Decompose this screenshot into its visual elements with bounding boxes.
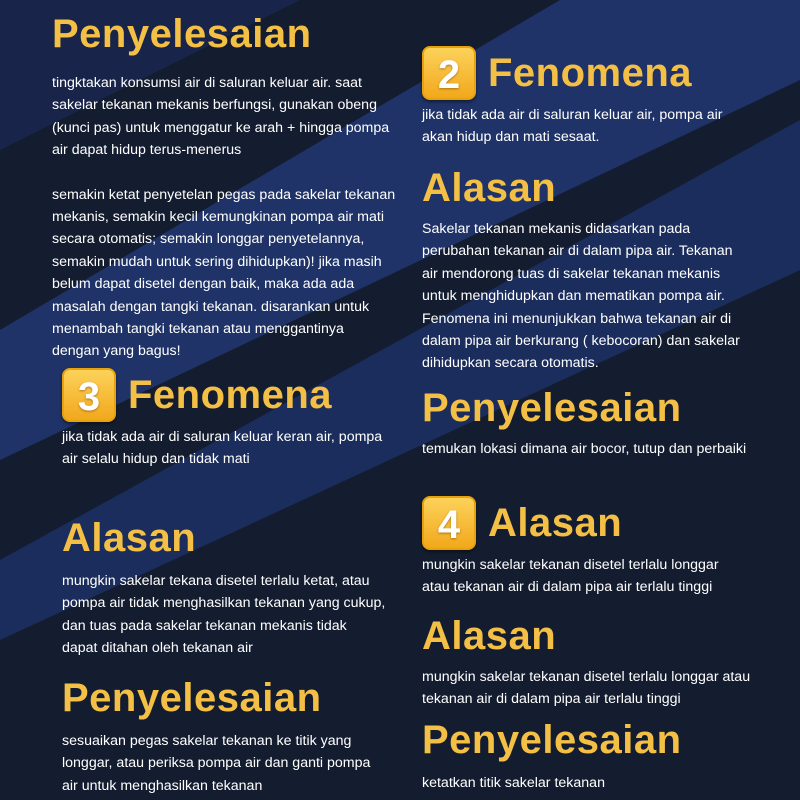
solution-heading: Penyelesaian bbox=[422, 718, 682, 762]
number-badge-2: 2 bbox=[422, 46, 476, 100]
section-3-solution bbox=[62, 678, 422, 797]
reason-header bbox=[422, 496, 792, 550]
reason-text: mungkin sakelar tekana disetel terlalu ketat, atau pompa air tidak menghasilkan tekanan yang cukup, dan tuas pada sakelar tekanan mekanis tidak dapat ditahan oleh tekanan air bbox=[62, 573, 386, 657]
solution-heading: Penyelesaian bbox=[422, 386, 682, 430]
reason-heading-1: Alasan bbox=[488, 501, 623, 545]
section-4-reason-2 bbox=[422, 616, 792, 711]
reason-text-2: mungkin sakelar tekanan disetel terlalu longgar atau tekanan air di dalam pipa air terlalu tinggi bbox=[422, 669, 751, 708]
reason-text: Sakelar tekanan mekanis didasarkan pada perubahan tekanan air di dalam pipa air. Tekanan air mendorong tuas di sakelar tekanan mekanis untuk menghidupkan dan mematikan pompa air. Fenomena ini menunjukkan bahwa tekanan air di dalam pipa air berkurang ( kebocoran) dan sakelar dihidupkan secara otomatis. bbox=[422, 221, 740, 372]
phenomenon-text: jika tidak ada air di saluran keluar keran air, pompa air selalu hidup dan tidak mati bbox=[62, 429, 383, 468]
phenomenon-text: jika tidak ada air di saluran keluar air, pompa air akan hidup dan mati sesaat. bbox=[422, 107, 723, 146]
section-2-reason bbox=[422, 168, 792, 375]
phenomenon-header bbox=[422, 46, 792, 100]
section-2 bbox=[422, 46, 792, 149]
reason-text-1: mungkin sakelar tekanan disetel terlalu longgar atau tekanan air di dalam pipa air terlalu tinggi bbox=[422, 557, 719, 596]
number-badge-4: 4 bbox=[422, 496, 476, 550]
section-3 bbox=[62, 368, 422, 471]
solution-heading: Penyelesaian bbox=[52, 12, 312, 56]
solution-text: sesuaikan pegas sakelar tekanan ke titik yang longgar, atau periksa pompa air dan ganti pompa air untuk menghasilkan tekanan bbox=[62, 733, 371, 794]
section-2-solution bbox=[422, 388, 792, 460]
section-4-solution bbox=[422, 720, 792, 794]
solution-heading: Penyelesaian bbox=[62, 676, 322, 720]
reason-heading: Alasan bbox=[422, 166, 557, 210]
number-badge-3: 3 bbox=[62, 368, 116, 422]
solution-text-2: semakin ketat penyetelan pegas pada sakelar tekanan mekanis, semakin kecil kemungkinan pompa air mati secara otomatis; semakin longgar penyetelannya, semakin mudah untuk sering dihidupkan)! jika masih belum dapat disetel dengan baik, maka ada ada masalah dengan tangki tekanan. disarankan untuk menambah tangki tekanan atau menggantinya dengan yang bagus! bbox=[52, 186, 396, 360]
solution-text: ketatkan titik sakelar tekanan bbox=[422, 775, 605, 791]
solution-text-1: tingktakan konsumsi air di saluran keluar air. saat sakelar tekanan mekanis berfungsi, gunakan obeng (kunci pas) untuk menggatur ke arah + hingga pompa air dapat hidup terus-menerus bbox=[52, 75, 390, 159]
phenomenon-heading: Fenomena bbox=[488, 51, 693, 95]
reason-heading-2: Alasan bbox=[422, 614, 557, 658]
phenomenon-header bbox=[62, 368, 422, 422]
left-top-solution bbox=[52, 14, 422, 363]
phenomenon-heading: Fenomena bbox=[128, 373, 333, 417]
section-3-reason bbox=[62, 518, 422, 660]
reason-heading: Alasan bbox=[62, 516, 197, 560]
solution-text: temukan lokasi dimana air bocor, tutup dan perbaiki bbox=[422, 441, 747, 457]
section-4 bbox=[422, 496, 792, 599]
